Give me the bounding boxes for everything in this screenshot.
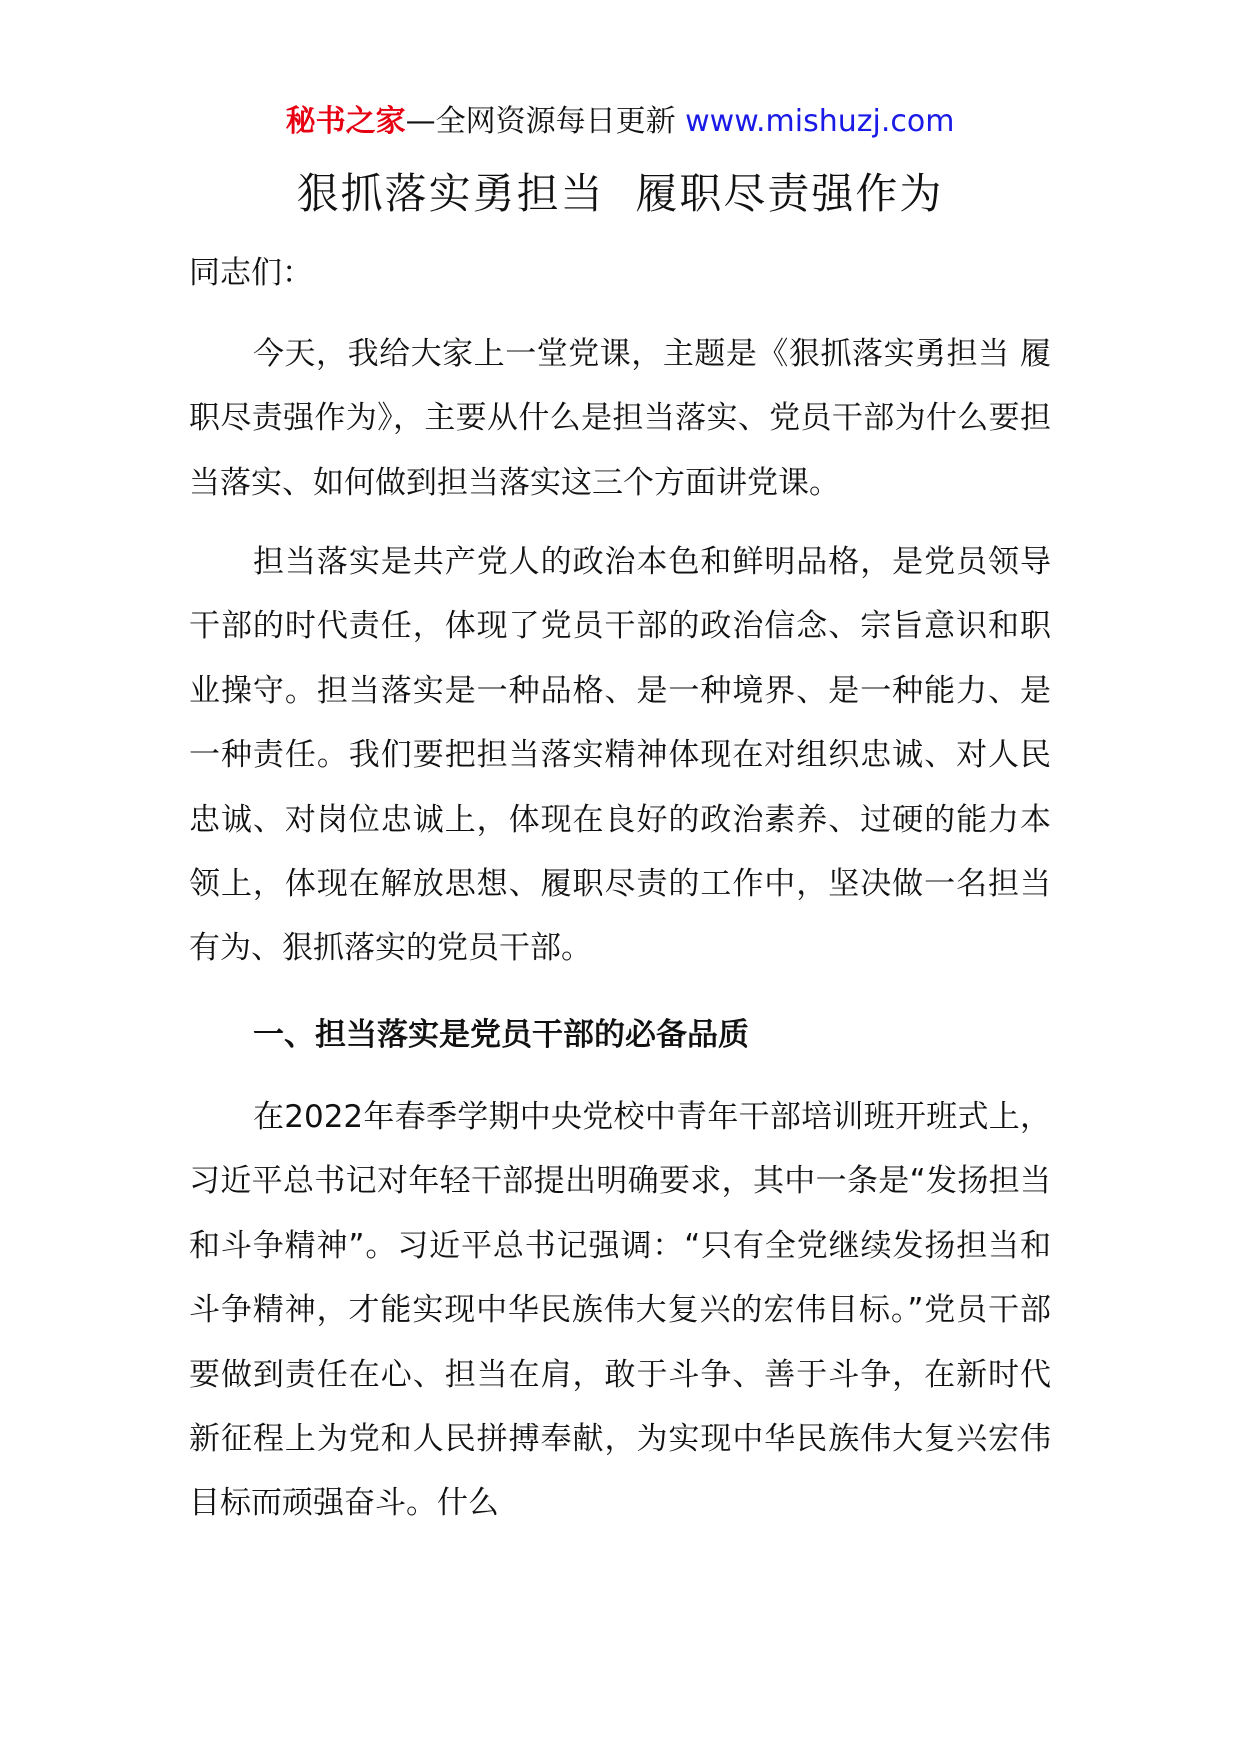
site-url-link[interactable]: www.mishuzj.com [685, 104, 955, 139]
paragraph-2: 担当落实是共产党人的政治本色和鲜明品格，是党员领导干部的时代责任，体现了党员干部的政治信念、宗旨意识和职业操守。担当落实是一种品格、是一种境界、是一种能力、是一种责任。我们要把担当落实精神体现在对组织忠诚、对人民忠诚、对岗位忠诚上，体现在良好的政治素养、过硬的能力本领上，体现在解放思想、履职尽责的工作中，坚决做一名担当有为、狠抓落实的党员干部。 [189, 544, 1051, 967]
header-slogan: —全网资源每日更新 [405, 104, 686, 139]
paragraph-1: 今天，我给大家上一堂党课，主题是《狠抓落实勇担当 履职尽责强作为》，主要从什么是担当落实、党员干部为什么要担当落实、如何做到担当落实这三个方面讲党课。 [189, 336, 1051, 501]
paragraph-3: 在2022年春季学期中央党校中青年干部培训班开班式上，习近平总书记对年轻干部提出明确要求，其中一条是“发扬担当和斗争精神”。习近平总书记强调：“只有全党继续发扬担当和斗争精神，才能实现中华民族伟大复兴的宏伟目标。”党员干部要做到责任在心、担当在肩，敢于斗争、善于斗争，在新时代新征程上为党和人民拼搏奉献，为实现中华民族伟大复兴宏伟目标而顽强奋斗。什么 [189, 1099, 1051, 1522]
site-header [0, 100, 1240, 144]
document-title: 狠抓落实勇担当 履职尽责强作为 [296, 169, 944, 218]
section-heading-1: 一、担当落实是党员干部的必备品质 [253, 1017, 749, 1053]
salutation: 同志们： [189, 255, 313, 291]
brand-name: 秘书之家 [285, 104, 406, 139]
